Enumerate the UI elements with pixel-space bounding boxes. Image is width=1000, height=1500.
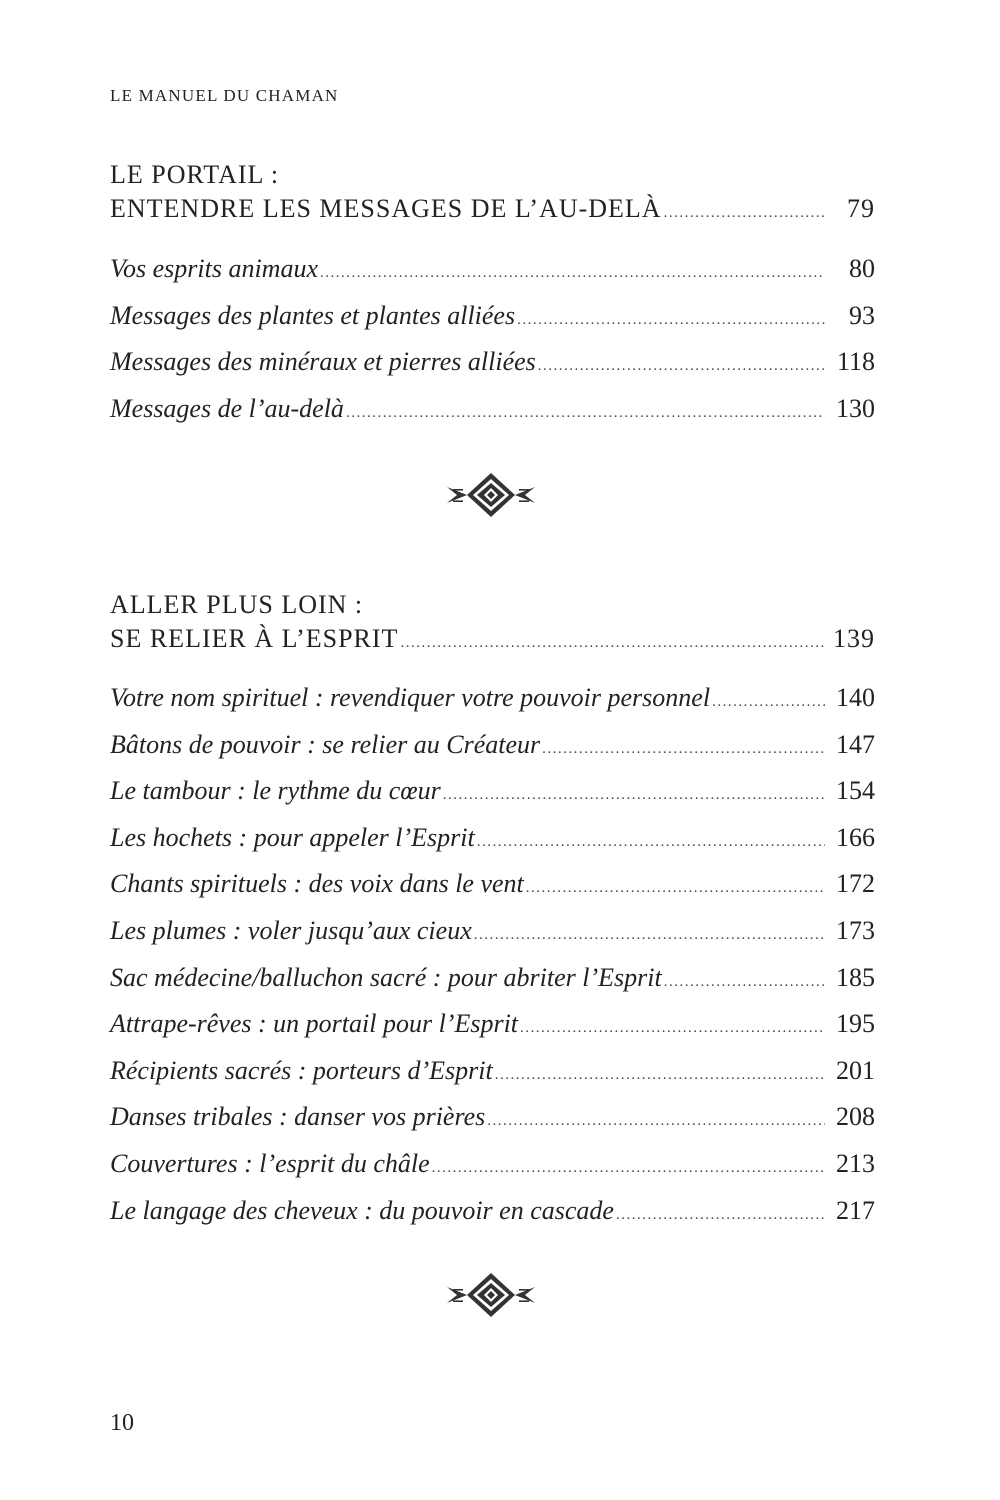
dot-leader	[400, 626, 825, 660]
page-ref: 118	[836, 347, 875, 377]
toc-entry	[110, 347, 875, 394]
toc-entry	[110, 254, 875, 301]
entry-title: Messages des minéraux et pierres alliées	[110, 347, 536, 377]
page-ref: 172	[836, 869, 875, 899]
toc-entry	[110, 301, 875, 348]
section-title-line2	[110, 622, 875, 660]
section-title-aller-plus-loin	[110, 588, 875, 660]
page-ref: 201	[836, 1055, 875, 1085]
toc-entry	[110, 823, 875, 870]
dot-leader	[432, 1160, 825, 1177]
page-ref: 217	[836, 1195, 875, 1225]
entry-title: Les hochets : pour appeler l’Esprit	[110, 822, 475, 852]
toc-entry	[110, 1149, 875, 1196]
toc-entry	[110, 1056, 875, 1103]
dot-leader	[474, 927, 825, 944]
page-ref: 147	[836, 729, 875, 759]
toc-entry	[110, 869, 875, 916]
dot-leader	[526, 880, 825, 897]
page-ref: 208	[836, 1102, 875, 1132]
entry-title: Danses tribales : danser vos prières	[110, 1102, 486, 1132]
page-ref: 185	[836, 962, 875, 992]
dot-leader	[495, 1067, 825, 1084]
section-title-line1: ALLER PLUS LOIN :	[110, 590, 364, 619]
running-header: LE MANUEL DU CHAMAN	[110, 86, 339, 105]
toc-entry	[110, 730, 875, 777]
toc-entry	[110, 776, 875, 823]
entry-title: Attrape-rêves : un portail pour l’Esprit	[110, 1009, 519, 1039]
entry-title: Les plumes : voler jusqu’aux cieux	[110, 915, 472, 945]
entry-title: Votre nom spirituel : revendiquer votre pouvoir personnel	[110, 683, 711, 712]
entry-title: Messages des plantes et plantes alliées	[110, 300, 516, 330]
toc-entries-aller-plus-loin	[110, 683, 875, 1242]
page-ref: 195	[836, 1009, 875, 1039]
page-ref: 213	[836, 1148, 875, 1178]
toc-entry	[110, 963, 875, 1010]
toc-entries-portail	[110, 254, 875, 440]
section-title-text: ENTENDRE LES MESSAGES DE L’AU-DELÀ	[110, 194, 662, 223]
dot-leader	[664, 974, 825, 991]
toc-entry	[110, 683, 875, 730]
toc-entry	[110, 1009, 875, 1056]
dot-leader	[443, 787, 825, 804]
page-ref: 173	[836, 915, 875, 945]
diamond-ornament-icon	[443, 471, 539, 519]
entry-title: Couvertures : l’esprit du châle	[110, 1148, 430, 1178]
dot-leader	[520, 1020, 825, 1037]
page-ref: 139	[833, 624, 875, 653]
diamond-ornament-icon	[443, 1271, 539, 1319]
section-title-line2	[110, 192, 875, 230]
toc-entry	[110, 1196, 875, 1243]
dot-leader	[616, 1207, 825, 1224]
section-title-portail	[110, 158, 875, 230]
page-ref: 93	[849, 300, 875, 330]
dot-leader	[487, 1113, 825, 1130]
page-ref: 79	[847, 194, 875, 223]
entry-title: Récipients sacrés : porteurs d’Esprit	[110, 1055, 493, 1085]
dot-leader	[320, 265, 825, 282]
entry-title: Sac médecine/balluchon sacré : pour abriter l’Esprit	[110, 962, 662, 992]
page-ref: 166	[836, 822, 875, 852]
page-number: 10	[110, 1410, 134, 1436]
dot-leader	[542, 741, 825, 758]
page-ref: 80	[849, 254, 875, 283]
dot-leader	[517, 312, 825, 329]
dot-leader	[664, 196, 825, 230]
section-title-text: SE RELIER À L’ESPRIT	[110, 624, 399, 653]
entry-title: Messages de l’au-delà	[110, 393, 344, 423]
page-ref: 140	[836, 683, 875, 712]
toc-entry	[110, 394, 875, 441]
entry-title: Le langage des cheveux : du pouvoir en cascade	[110, 1195, 614, 1225]
page-ref: 154	[836, 776, 875, 806]
page-ref: 130	[836, 393, 875, 423]
entry-title: Vos esprits animaux	[110, 254, 318, 283]
entry-title: Chants spirituels : des voix dans le vent	[110, 869, 524, 899]
toc-entry	[110, 1102, 875, 1149]
section-title-line1: LE PORTAIL :	[110, 160, 280, 189]
entry-title: Bâtons de pouvoir : se relier au Créateur	[110, 729, 541, 759]
dot-leader	[346, 405, 825, 422]
toc-entry	[110, 916, 875, 963]
dot-leader	[712, 694, 825, 711]
dot-leader	[538, 358, 825, 375]
entry-title: Le tambour : le rythme du cœur	[110, 776, 441, 806]
dot-leader	[477, 834, 825, 851]
